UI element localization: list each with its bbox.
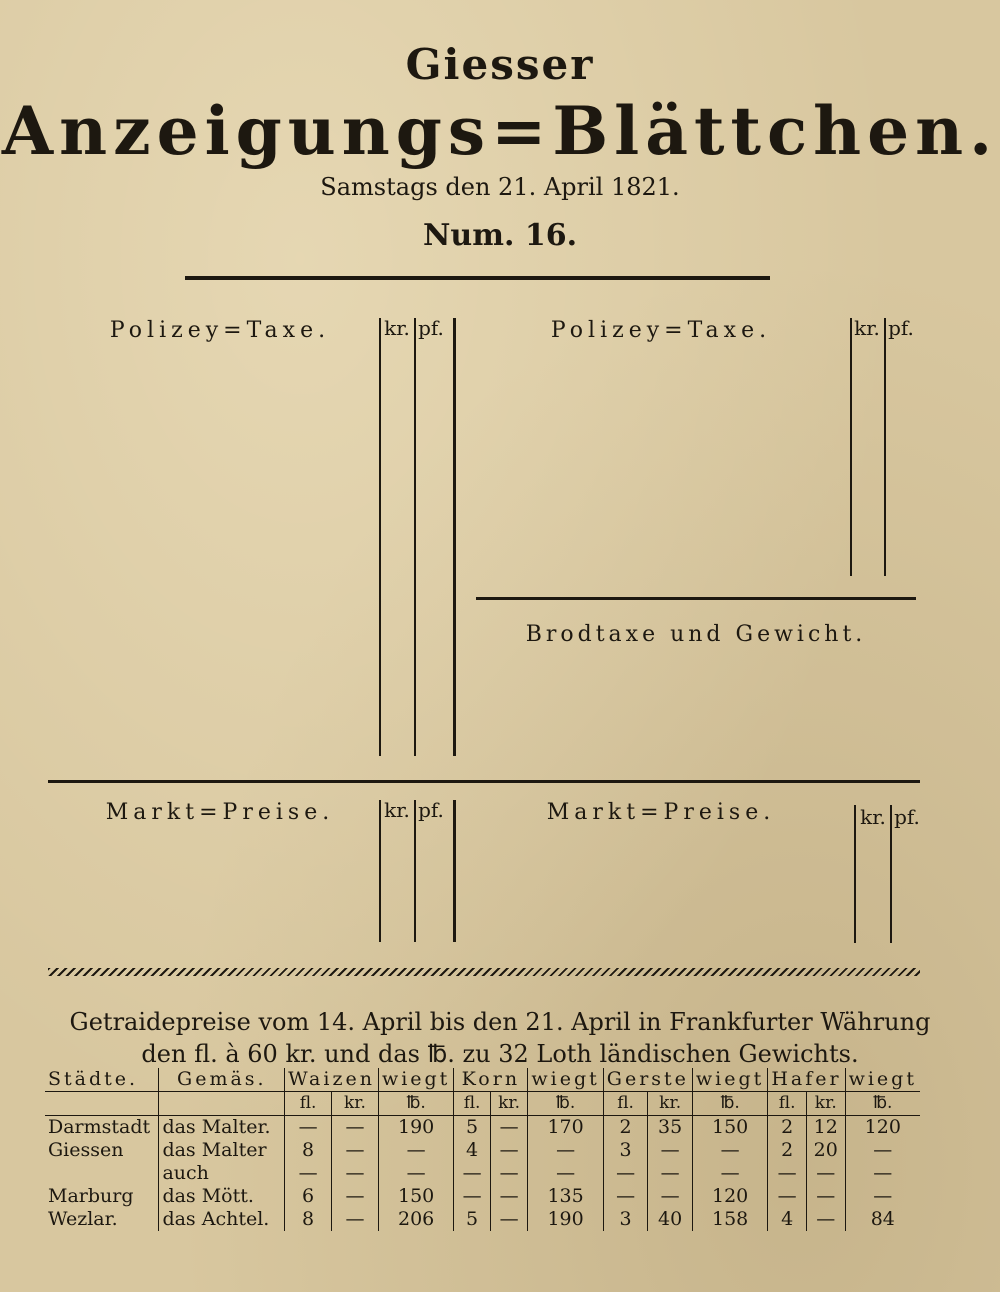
grain-prices-title xyxy=(0,1006,1000,1070)
grain-value: — xyxy=(692,1162,767,1185)
grain-unit-empty xyxy=(159,1092,285,1116)
price-row xyxy=(46,688,450,712)
bread-row xyxy=(478,718,918,742)
price-row xyxy=(46,846,450,870)
grain-column-header: wiegt xyxy=(692,1068,767,1092)
masthead-date: Samstags den 21. April 1821. xyxy=(320,173,680,201)
polizey-right-kr-label: kr. xyxy=(854,316,880,340)
grain-value: — xyxy=(806,1208,845,1231)
price-row xyxy=(46,893,450,917)
grain-value: — xyxy=(285,1116,332,1140)
grain-value: 8 xyxy=(285,1139,332,1162)
grain-prices-title-line1: Getraidepreise vom 14. April bis den 21. April in Frankfurter Währung xyxy=(69,1008,931,1036)
grain-column-header: Gerste xyxy=(603,1068,692,1092)
grain-unit-label: ℔. xyxy=(528,1092,603,1116)
grain-value: 190 xyxy=(378,1116,453,1140)
markt-right-heading: Markt=Preise. xyxy=(546,800,776,825)
ornamental-rule xyxy=(48,968,920,976)
grain-header-row xyxy=(45,1068,920,1092)
price-row xyxy=(46,363,450,387)
grain-value: — xyxy=(768,1185,807,1208)
price-row xyxy=(46,711,450,735)
grain-value: — xyxy=(648,1162,693,1185)
grain-value: — xyxy=(378,1162,453,1185)
section-rule xyxy=(476,597,916,600)
bread-row xyxy=(478,648,918,672)
grain-value: — xyxy=(285,1162,332,1185)
grain-value: 5 xyxy=(454,1208,491,1231)
grain-value: 170 xyxy=(528,1116,603,1140)
price-row xyxy=(46,456,450,480)
price-row xyxy=(46,916,450,940)
price-row xyxy=(46,665,450,689)
price-row xyxy=(46,869,450,893)
markt-right-pf-label: pf. xyxy=(894,805,920,829)
grain-value: 120 xyxy=(845,1116,920,1140)
grain-value: — xyxy=(332,1116,379,1140)
grain-value: — xyxy=(378,1139,453,1162)
price-row xyxy=(476,526,920,550)
grain-value: — xyxy=(806,1185,845,1208)
grain-value: 4 xyxy=(454,1139,491,1162)
grain-value: 2 xyxy=(768,1116,807,1140)
grain-unit-label: ℔. xyxy=(692,1092,767,1116)
grain-row xyxy=(45,1185,920,1208)
grain-value: — xyxy=(490,1185,528,1208)
grain-measure: das Malter xyxy=(159,1139,285,1162)
grain-row xyxy=(45,1162,920,1185)
grain-unit-label: kr. xyxy=(648,1092,693,1116)
center-divider-bottom xyxy=(453,800,456,942)
polizey-left-heading: Polizey=Taxe. xyxy=(109,318,331,343)
price-row xyxy=(478,918,926,942)
grain-value: — xyxy=(332,1139,379,1162)
grain-value: — xyxy=(648,1185,693,1208)
grain-value: 4 xyxy=(768,1208,807,1231)
price-row xyxy=(46,618,450,642)
price-row xyxy=(46,502,450,526)
grain-value: 3 xyxy=(603,1208,648,1231)
grain-unit-label: fl. xyxy=(768,1092,807,1116)
price-row xyxy=(476,432,920,456)
grain-column-header: wiegt xyxy=(378,1068,453,1092)
price-row xyxy=(476,385,920,409)
grain-unit-label: kr. xyxy=(490,1092,528,1116)
issue-number: Num. 16. xyxy=(422,218,578,253)
price-row xyxy=(46,340,450,364)
price-row xyxy=(478,848,926,872)
grain-value: 84 xyxy=(845,1208,920,1231)
grain-value: — xyxy=(528,1162,603,1185)
polizey-right-heading: Polizey=Taxe. xyxy=(550,318,772,343)
grain-value: 2 xyxy=(768,1139,807,1162)
grain-measure: das Mött. xyxy=(159,1185,285,1208)
price-row xyxy=(476,362,920,386)
grain-prices-title-line2: den fl. à 60 kr. und das ℔. zu 32 Loth ländischen Gewichts. xyxy=(141,1040,859,1068)
grain-value: — xyxy=(490,1139,528,1162)
grain-value: 3 xyxy=(603,1139,648,1162)
grain-value: — xyxy=(603,1162,648,1185)
price-row xyxy=(476,550,920,574)
brodtaxe-heading: Brodtaxe und Gewicht. xyxy=(525,622,867,647)
price-row xyxy=(46,433,450,457)
grain-value: — xyxy=(845,1162,920,1185)
polizey-left-kr-label: kr. xyxy=(384,316,410,340)
grain-unit-label: ℔. xyxy=(378,1092,453,1116)
grain-city: Marburg xyxy=(48,1185,134,1207)
price-row xyxy=(46,386,450,410)
grain-city xyxy=(45,1162,159,1185)
grain-row xyxy=(45,1139,920,1162)
grain-value: — xyxy=(490,1116,528,1140)
grain-value: 206 xyxy=(378,1208,453,1231)
bread-row xyxy=(478,695,918,719)
grain-value: — xyxy=(490,1162,528,1185)
markt-left-heading: Markt=Preise. xyxy=(105,800,335,825)
masthead-title: Anzeigungs=Blättchen. xyxy=(1,92,999,170)
grain-column-header: wiegt xyxy=(528,1068,603,1092)
grain-unit-label: kr. xyxy=(332,1092,379,1116)
polizey-right-pf-label: pf. xyxy=(888,316,914,340)
grain-value: — xyxy=(332,1162,379,1185)
grain-value: 20 xyxy=(806,1139,845,1162)
price-row xyxy=(46,526,450,550)
price-row xyxy=(476,409,920,433)
price-row xyxy=(46,479,450,503)
grain-value: — xyxy=(490,1208,528,1231)
grain-value: 40 xyxy=(648,1208,693,1231)
grain-value: 6 xyxy=(285,1185,332,1208)
grain-unit-label: fl. xyxy=(285,1092,332,1116)
price-row xyxy=(46,734,450,758)
price-row xyxy=(476,338,920,362)
grain-value: 12 xyxy=(806,1116,845,1140)
price-row xyxy=(478,895,926,919)
grain-value: 190 xyxy=(528,1208,603,1231)
price-row xyxy=(478,824,926,848)
grain-unit-label: fl. xyxy=(454,1092,491,1116)
price-row xyxy=(476,503,920,527)
price-row xyxy=(476,456,920,480)
grain-value: — xyxy=(332,1208,379,1231)
bread-row xyxy=(478,671,918,695)
grain-rows xyxy=(45,1116,920,1232)
grain-city: Giessen xyxy=(48,1139,124,1161)
markt-left-pf-label: pf. xyxy=(418,798,444,822)
center-divider-top xyxy=(453,318,456,756)
markt-right-kr-label: kr. xyxy=(860,805,886,829)
price-row xyxy=(46,572,450,596)
price-row xyxy=(46,410,450,434)
grain-row xyxy=(45,1208,920,1231)
grain-value: — xyxy=(454,1185,491,1208)
grain-value: 158 xyxy=(692,1208,767,1231)
grain-city: Darmstadt xyxy=(48,1116,151,1138)
grain-unit-row xyxy=(45,1092,920,1116)
grain-value: 35 xyxy=(648,1116,693,1140)
bread-row xyxy=(478,742,918,766)
price-row xyxy=(46,822,450,846)
grain-column-header: Waizen xyxy=(285,1068,379,1092)
grain-unit-label: fl. xyxy=(603,1092,648,1116)
polizey-left-pf-label: pf. xyxy=(418,316,444,340)
grain-unit-empty xyxy=(45,1092,159,1116)
grain-value: — xyxy=(603,1185,648,1208)
markt-left-kr-label: kr. xyxy=(384,798,410,822)
grain-measure: das Achtel. xyxy=(159,1208,285,1231)
price-row xyxy=(46,595,450,619)
grain-value: — xyxy=(768,1162,807,1185)
grain-value: 5 xyxy=(454,1116,491,1140)
grain-unit-label: ℔. xyxy=(845,1092,920,1116)
grain-value: 2 xyxy=(603,1116,648,1140)
grain-value: 8 xyxy=(285,1208,332,1231)
masthead-rule xyxy=(185,276,770,280)
grain-column-header: Korn xyxy=(454,1068,528,1092)
grain-value: 150 xyxy=(692,1116,767,1140)
price-row xyxy=(46,642,450,666)
grain-value: — xyxy=(454,1162,491,1185)
masthead-city: Giesser xyxy=(405,40,595,89)
grain-column-header: Städte. xyxy=(45,1068,159,1092)
grain-row xyxy=(45,1116,920,1140)
price-row xyxy=(478,871,926,895)
grain-column-header: Gemäs. xyxy=(159,1068,285,1092)
price-row xyxy=(46,549,450,573)
grain-city: Wezlar. xyxy=(48,1208,118,1230)
grain-value: 135 xyxy=(528,1185,603,1208)
grain-column-header: wiegt xyxy=(845,1068,920,1092)
grain-value: — xyxy=(692,1139,767,1162)
grain-value: — xyxy=(806,1162,845,1185)
grain-measure: das Malter. xyxy=(159,1116,285,1140)
grain-value: — xyxy=(845,1185,920,1208)
grain-value: 150 xyxy=(378,1185,453,1208)
section-rule xyxy=(48,780,920,783)
grain-prices-table xyxy=(45,1068,920,1231)
grain-measure: auch xyxy=(159,1162,285,1185)
grain-value: 120 xyxy=(692,1185,767,1208)
grain-value: — xyxy=(528,1139,603,1162)
grain-value: — xyxy=(332,1185,379,1208)
grain-value: — xyxy=(845,1139,920,1162)
grain-unit-label: kr. xyxy=(806,1092,845,1116)
grain-value: — xyxy=(648,1139,693,1162)
grain-column-header: Hafer xyxy=(768,1068,845,1092)
price-row xyxy=(476,479,920,503)
